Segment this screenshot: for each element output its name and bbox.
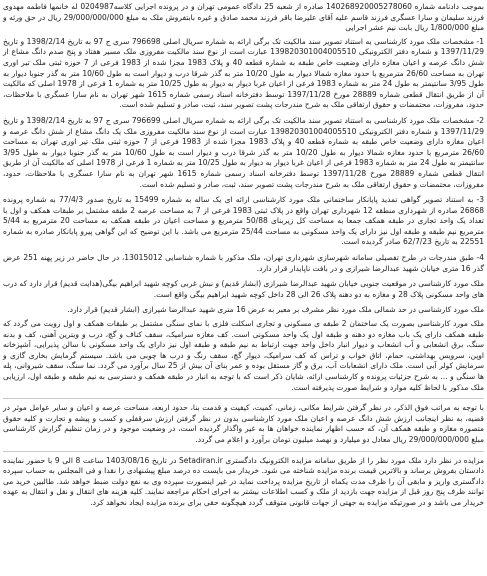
property-item-4-paragraph: 4- طبق مندرجات در طرح تفصیلی سامانه شهرسازی شهرداری تهران، ملک مذکور با شماره شناسایی 13015012، در حال حاضر در زیر پهنه 251 عرض گذر 16 متری خیابان شهید عبدالرضا شیرازی و در بافت ناپایدار قرار دارد. [3,253,484,273]
section-divider [3,398,484,399]
building-description-paragraph: ملک مورد کارشناسی بصورت یک ساختمان 2 طبقه ی مسکونی و تجاری اسکلت فلزی با نمای سنگی مشتمل بر طبقات همکف و اول رویت می گردد که طبقه همکف دارای یک باب مغازه دو دهنه و طبقه اول یک واحد مسکونی است. کف مغازه سرامیک، سقف کناف و گچ، درب و ویترین آهنی، کف و بدنه سنگ، برق انشعابی و آب انشعاب و دیوار انبار داخل واحد جهت ارتباط به نیم طبقه و طبقه اول نیز دارای یک واحد مسکونی با سالن پذیرایی، آشپزخانه اوپن، سرویس بهداشتی، حمام، اتاق خواب و تراس که کف سرامیک، دیوار گچ، سقف رنگ و درب ها چوبی می باشد. سیستم گرمایش بخاری گازی و سرمایش کولر آبی است. ملک دارای انشعابات آب، برق و گاز مستقل بوده و عمر بنای آن بیش از 25 سال برآورد می گردد. نما سنگ، سقف شیروانی، پله ها سنگی و ... به شرح جزئیات پرونده و کارشناسی ارائه، شایان ذکر است که با توجه به انبار در طبقه همکف و دسترسی به نیم طبقه و طبقه اول، ارزیابی ملک مذکور با لحاظ کلیه موارد و شرایط صورت پذیرفته است. [3,319,484,392]
property-item-1-paragraph: 1- مشخصات ملک مورد کارشناسی به استناد تصویر سند مالکیت تک برگی ارائه به شماره سریال اصلی 796698 سری ج 97 به تاریخ 1398/2/14 و تاریخ 1397/11/29 و شماره دفتر الکترونیکی 139820301004005510 عبارت است از نوع سند مالکیت مفروزی ملک مسیر هفتاد و پنج صدم دانگ مشاع از شش دانگ عرصه و اعیان مغازه دارای وضعیت خاص طبقه به شماره قطعه 40 و پلاک 1983 مجزا شده از 1983 فرعی از 7 حوزه ثبتی ملک تیر اوری تهران به مساحت 26/60 مترمربع با حدود مغازه شمالا دیوار به طول 10/20 متر به گذر شرقا درب و دیوار است به طول 10/60 متر به گذر جنوبا دیوار به طول 3/95 سانتیمتر به طول 24 متر به شماره 1983 فرعی از اعیان غربا دیوار به دیوار به طول 10/25 متر به شماره 1 فرعی از 1978 اصلی که مالکیت آن از طریق انتقال قطعی شماره 28889 مورخ 1397/11/28 توسط دفترخانه اسناد رسمی شماره 1615 شهر تهران به نام سارا عسگری با ملاحظات، حدود، مفروزات، محتمضات و حقوق ارتفاقی ملک به شرح مندرجات پشت تصویر سند، ثبت، صادر و تسلیم شده است. [3,36,485,110]
section-divider [3,451,484,452]
property-item-2-paragraph: 2- مشخصات ملک مورد کارشناسی به استناد تصویر سند مالکیت تک برگی ارائه به شماره سریال اصلی 796699 سری ج 97 به تاریخ 1398/2/14 و تاریخ 1397/11/29 و شماره دفتر الکترونیکی 139820301004005510 عبارت است از نوع سند مالکیت مفروزی ملک یک دانگ مشاع از شش دانگ عرصه و اعیان مغازه دارای وضعیت خاص طبقه به شماره قطعه 40 و پلاک 1983 مجزا شده از 1983 فرعی از 7 حوزه ثبتی ملک تیر اوری تهران به مساحت 26/60 مترمربع با حدود مغازه شمالا دیوار به طول 10/20 متر به گذر شرقا درب و دیوار است به طول 10/60 متر به گذر جنوبا دیوار به طول 3/95 سانتیمتر به طول 24 متر به شماره 1983 فرعی از اعیان غربا دیوار به دیوار به طول 10/25 متر به شماره 1 فرعی از 1978 اصلی که مالکیت آن از طریق انتقال قطعی شماره 28889 مورخ 1397/11/28 توسط دفترخانه اسناد رسمی شماره 1615 شهر تهران به نام سارا عسگری با ملاحظات، حدود، مفروزات، محتمضات و حقوق ارتفاقی ملک به شرح مندرجات پشت تصویر سند، ثبت، صادر و تسلیم شده است. [3,115,485,189]
property-item-3-paragraph: 3- به استناد تصویر گواهی تمدید پایانکار ساختمانی ملک مورد کارشناسی ارائه ای یک ساله به شماره 15499 به تاریخ صدور 77/4/3 به شماره پرونده 26868 صادره از شهرداری منطقه 12 شهرداری تهران واقع در پلاک ثبتی 1983 فرعی از 7 به مساحت عرصه 2 طبقه مشتمل بر طبقات همکف و اول با تعداد یک واحد تجاری در طبقه همکف جمعا به مساحت کل زیربنای 50/88 مترمربع و مساحت اعیان در طبقه همکف به مساحت 20 مترمربع به 5/44 مترمربع نیم طبقه و طبقه اول نیز دارای یک واحد مسکونی به مساحت 25/44 مترمربع می باشد. با این توضیح که این گواهی پیرو پایانکار صادره به شماره 22551 به تاریخ 62/7/23 صادر گردیده است. [3,195,484,247]
valuation-paragraph: با توجه به مراتب فوق الذکر، در نظر گرفتن شرایط مکانی، زمانی، کمیت، کیفیت و قدمت بنا، حدود اربعه، مساحت عرصه و اعیان و سایر عوامل موثر در قضیه، به نظر اینجانب ارزش شش دانگ عرصه و اعیان ملک مورد کارشناسی بدون در نظر گرفتن ارزش سرقفلی و کسب و پیشه و تجارت و کلیه حقوق متصوره مغازه و طبقه همکف آن، که حسب اظهار نماینده خواهان ها به غیر واگذار گردیده است، در وضعیت موجود و در زمان تنظیم گزارش کارشناسی مبلغ 29/000/000/000 ریال معادل دو میلیارد و نهصد میلیون تومان برآورد و اعلام می گردد. [3,403,484,444]
notice-intro-paragraph: بموجب دادنامه شماره 140268920005278060 صادره از شعبه 25 دادگاه عمومی تهران و در پرونده اجرایی کلاسه0204987 له خانمها فاطمه مهدوی فرزند سلیمان و سارا عسگری فرزند قاسم علیه آقای علیرضا باقر فرزند محمد صادق و غیره بابتفروش ملک به مبلغ 29/000/000/000 ریال در حق ورثه و مبلغ 1/800/000 ریال بابت نیم عشر اجرایی [3,2,484,33]
auction-terms-paragraph: مزایده در نظر دارد ملک مورد نظر را از طریق سامانه مزایده الکترونیک دادگستری Setadiran.ir در تاریخ 1403/08/16 ساعت 8 الی 9 با حضور نماینده دادستان بفروش برساند و بالاترین قیمت برنده مزایده شناخته می شود. خریدار می بایست ده درصد مبلغ پیشنهادی را نقدا و فی المجلس به حساب سپرده دادگستری واریز و مابقی آن را ظرف مدت یکماه از تاریخ مزایده پرداخت نماید در غیر اینصورت سپرده وی به نفع دولت ضبط خواهد شد. طالبین خرید می توانند ظرف پنج روز قبل از مزایده جهت بازدید از ملک و کسب اطلاعات بیشتر به اجرای احکام مراجعه نمایند. کلیه هزینه های انتقال و نقل و انتقال به عهده خریدار می باشد و در صورتیکه مزایده به جهتی از جهات قانونی متوقف گردد هیچگونه حقی برای برنده مزایده ایجاد نخواهد کرد. [3,455,484,507]
location-paragraph: ملک مورد کارشناسی در موقعیت جنوبی خیابان شهید عبدالرضا شیرازی (ابشار قدیم) و نبش غربی کوچه شهید ابراهیم بیگی(هدایت قدیم) قرار دارد که درب های واحد مسکونی پلاک 28 و مغازه به دو دهنه پلاک 26 الی 28 داخل کوچه شهید ابراهیم بیگی واقع است. [3,279,484,299]
frontage-paragraph: ملک مورد کارشناسی در حد شمالی ملک مورد نظر مشرف بر معبر به عرض 16 متری شهید عبدالرضا شیرازی (ابشار قدیم) قرار دارد. [67,305,484,315]
